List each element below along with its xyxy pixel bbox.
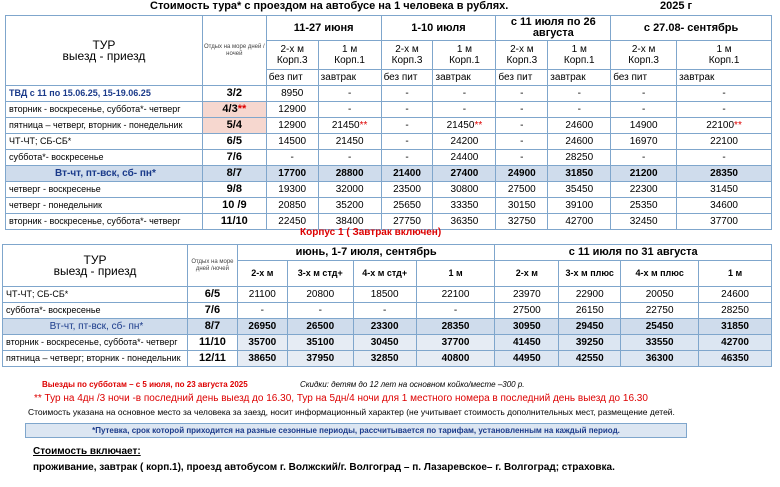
price-cell: - [266, 150, 318, 166]
price-cell: 20800 [287, 287, 353, 303]
tour-dates-label: четверг - понедельник [6, 198, 203, 214]
table-row [3, 351, 772, 367]
room-type-header: 2-х м [237, 261, 287, 287]
price-cell: 24600 [699, 287, 772, 303]
price-cell: 28250 [699, 303, 772, 319]
price-cell: 35200 [318, 198, 381, 214]
table-row [3, 287, 772, 303]
page-title: Стоимость тура* с проездом на автобусе на 1 человека в рублях. [150, 0, 509, 12]
putevka-note: *Путевка, срок которой приходится на разные сезонные периоды, рассчитывается по тарифам, установленным на каждый период. [25, 423, 687, 438]
nights-cell: 6/5 [202, 134, 266, 150]
price-cell: 39250 [559, 335, 621, 351]
period-header: 11-27 июня [266, 16, 381, 41]
tour-header: ТУР выезд - приезд [6, 16, 203, 86]
tour-dates-label: суббота*- воскресенье [6, 150, 203, 166]
price-cell: 23500 [381, 182, 433, 198]
tour-dates-label: пятница – четверг, вторник - понедельник [6, 118, 203, 134]
price-cell: 27500 [495, 303, 559, 319]
price-cell: 42550 [559, 351, 621, 367]
meal-header: завтрак [433, 70, 496, 86]
price-cell: 14500 [266, 134, 318, 150]
table-row [6, 118, 772, 134]
room-type-header: 2-х м Корп.3 [266, 41, 318, 70]
price-cell: 17700 [266, 166, 318, 182]
price-cell: 31850 [548, 166, 611, 182]
tour-dates-label: ТВД с 11 по 15.06.25, 15-19.06.25 [6, 86, 203, 102]
price-cell: - [496, 118, 548, 134]
tour-dates-label: пятница – четверг; вторник - понедельник [3, 351, 188, 367]
price-cell: 42700 [699, 335, 772, 351]
table-row [6, 182, 772, 198]
price-cell: 28250 [548, 150, 611, 166]
price-cell: 31850 [699, 319, 772, 335]
period-header: с 11 июля по 31 августа [495, 245, 772, 261]
room-type-header: 1 м Корп.1 [677, 41, 772, 70]
price-cell: 37700 [677, 214, 772, 230]
includes-text: проживание, завтрак ( корп.1), проезд автобусом г. Волжский/г. Волгоград – п. Лазаревское– г. Волгоград; страховка. [33, 462, 615, 473]
period-header: 1-10 июля [381, 16, 496, 41]
meal-header: без пит [611, 70, 677, 86]
room-type-header: 1 м Корп.1 [318, 41, 381, 70]
price-cell: 36300 [621, 351, 699, 367]
price-cell: - [381, 86, 433, 102]
kids-discount-note: Скидки: детям до 12 лет на основном койко/месте –300 р. [300, 380, 525, 389]
price-cell: - [318, 102, 381, 118]
price-cell: 19300 [266, 182, 318, 198]
tour-dates-label: вторник - воскресенье, суббота*- четверг [3, 335, 188, 351]
price-cell: - [496, 150, 548, 166]
price-cell: - [318, 150, 381, 166]
meal-header: завтрак [548, 70, 611, 86]
price-cell: 33350 [433, 198, 496, 214]
price-cell: 28800 [318, 166, 381, 182]
table-row [3, 319, 772, 335]
price-cell: 23970 [495, 287, 559, 303]
tour-dates-label: вторник - воскресенье, суббота*- четверг [6, 214, 203, 230]
room-type-header: 1 м Корп.1 [433, 41, 496, 70]
price-cell: 41450 [495, 335, 559, 351]
room-type-header: 3-х м плюс [559, 261, 621, 287]
price-cell: 21200 [611, 166, 677, 182]
price-cell: 46350 [699, 351, 772, 367]
table-row [6, 150, 772, 166]
price-cell: 12900 [266, 102, 318, 118]
room-type-header: 2-х м [495, 261, 559, 287]
price-cell: 24600 [548, 134, 611, 150]
price-cell: 21100 [237, 287, 287, 303]
nights-cell: 4/3** [202, 102, 266, 118]
double-asterisk-mark: ** [237, 103, 247, 115]
price-cell: - [496, 86, 548, 102]
double-asterisk-mark: ** [734, 120, 742, 131]
meal-header: завтрак [318, 70, 381, 86]
price-cell: 22750 [621, 303, 699, 319]
tour-dates-label: вторник - воскресенье, суббота*- четверг [6, 102, 203, 118]
rest-header: Отдых на море дней /ночей [187, 245, 237, 287]
price-cell: 30950 [495, 319, 559, 335]
price-cell: 8950 [266, 86, 318, 102]
price-cell: 31450 [677, 182, 772, 198]
price-cell: 38400 [318, 214, 381, 230]
rest-header: Отдых на море дней /ночей [202, 16, 266, 86]
period-header: июнь, 1-7 июля, сентябрь [237, 245, 495, 261]
price-cell: - [381, 134, 433, 150]
price-cell: 22100 [677, 134, 772, 150]
nights-cell: 11/10 [187, 335, 237, 351]
period-header: с 11 июля по 26 августа [496, 16, 611, 41]
saturday-note: Выезды по субботам – с 5 июля, по 23 августа 2025 [42, 380, 248, 389]
price-table-main [5, 15, 772, 230]
price-cell: 21450** [318, 118, 381, 134]
nights-cell: 9/8 [202, 182, 266, 198]
room-type-header: 1 м [699, 261, 772, 287]
nights-cell: 7/6 [202, 150, 266, 166]
table-row [6, 86, 772, 102]
price-cell: 12900 [266, 118, 318, 134]
tour-dates-label: ЧТ-ЧТ; СБ-СБ* [3, 287, 188, 303]
nights-cell: 8/7 [187, 319, 237, 335]
room-type-header: 2-х м Корп.3 [496, 41, 548, 70]
room-type-header: 3-х м стд+ [287, 261, 353, 287]
tour-dates-label: ЧТ-ЧТ; СБ-СБ* [6, 134, 203, 150]
price-cell: - [318, 86, 381, 102]
tour-dates-label: четверг - воскресенье [6, 182, 203, 198]
price-cell: 21400 [381, 166, 433, 182]
nights-cell: 11/10 [202, 214, 266, 230]
price-cell: 28350 [416, 319, 495, 335]
price-cell: 37700 [416, 335, 495, 351]
price-cell: 24200 [433, 134, 496, 150]
price-cell: 27400 [433, 166, 496, 182]
price-cell: 35100 [287, 335, 353, 351]
price-cell: 23300 [353, 319, 416, 335]
price-cell: - [611, 102, 677, 118]
nights-cell: 12/11 [187, 351, 237, 367]
table-row [6, 198, 772, 214]
price-cell: 30800 [433, 182, 496, 198]
price-cell: - [287, 303, 353, 319]
price-cell: - [496, 102, 548, 118]
price-cell: 22300 [611, 182, 677, 198]
price-cell: - [611, 86, 677, 102]
room-type-header: 2-х м Корп.3 [611, 41, 677, 70]
double-asterisk-mark: ** [474, 120, 483, 131]
price-cell: - [381, 150, 433, 166]
price-cell: 30150 [496, 198, 548, 214]
room-type-header: 4-х м плюс [621, 261, 699, 287]
price-cell: 26950 [237, 319, 287, 335]
price-cell: 26500 [287, 319, 353, 335]
price-cell: - [381, 102, 433, 118]
table-row [3, 335, 772, 351]
price-cell: 24600 [548, 118, 611, 134]
table-row [6, 102, 772, 118]
room-type-header: 1 м [416, 261, 495, 287]
meal-header: без пит [266, 70, 318, 86]
price-cell: 38650 [237, 351, 287, 367]
price-cell: - [353, 303, 416, 319]
nights-cell: 6/5 [187, 287, 237, 303]
nights-cell: 7/6 [187, 303, 237, 319]
price-cell: 14900 [611, 118, 677, 134]
price-cell: 27500 [496, 182, 548, 198]
price-cell: 29450 [559, 319, 621, 335]
price-cell: 42700 [548, 214, 611, 230]
price-cell: - [381, 118, 433, 134]
price-cell: 28350 [677, 166, 772, 182]
price-cell: - [433, 86, 496, 102]
meal-header: завтрак [677, 70, 772, 86]
price-cell: 33550 [621, 335, 699, 351]
table-row [6, 134, 772, 150]
price-cell: 39100 [548, 198, 611, 214]
tour-dates-label: Вт-чт, пт-вск, сб- пн* [3, 319, 188, 335]
price-cell: 25650 [381, 198, 433, 214]
price-cell: 24900 [496, 166, 548, 182]
table-row [6, 166, 772, 182]
price-cell: - [677, 86, 772, 102]
tour-duration-note: ** Тур на 4дн /3 ночи -в последний день выезд до 16.30, Тур на 5дн/4 ночи для 1 местного номера в последний день выезд до 16.30 [34, 393, 648, 404]
price-cell: 32000 [318, 182, 381, 198]
meal-header: без пит [381, 70, 433, 86]
tour-header: ТУР выезд - приезд [3, 245, 188, 287]
price-cell: 44950 [495, 351, 559, 367]
price-cell: 25450 [621, 319, 699, 335]
room-type-header: 2-х м Корп.3 [381, 41, 433, 70]
price-cell: 21450 [318, 134, 381, 150]
includes-title: Стоимость включает: [33, 446, 141, 457]
nights-cell: 10 /9 [202, 198, 266, 214]
price-cell: 30450 [353, 335, 416, 351]
meal-header: без пит [496, 70, 548, 86]
price-cell: 32450 [611, 214, 677, 230]
price-cell: 21450** [433, 118, 496, 134]
price-cell: 40800 [416, 351, 495, 367]
table-row [3, 303, 772, 319]
price-cell: - [677, 150, 772, 166]
price-cell: 16970 [611, 134, 677, 150]
price-cell: 35450 [548, 182, 611, 198]
price-table-korpus1 [2, 244, 772, 367]
price-cell: 36350 [433, 214, 496, 230]
nights-cell: 3/2 [202, 86, 266, 102]
price-cell: 32850 [353, 351, 416, 367]
price-cell: 22100** [677, 118, 772, 134]
tour-dates-label: суббота*- воскресенье [3, 303, 188, 319]
price-cell: - [548, 102, 611, 118]
price-cell: 22900 [559, 287, 621, 303]
tour-dates-label: Вт-чт, пт-вск, сб- пн* [6, 166, 203, 182]
price-cell: - [677, 102, 772, 118]
price-cell: 35700 [237, 335, 287, 351]
price-cell: - [237, 303, 287, 319]
korpus-note: Корпус 1 ( Завтрак включен) [300, 227, 442, 238]
price-cell: 22100 [416, 287, 495, 303]
price-cell: 27750 [381, 214, 433, 230]
price-cell: 18500 [353, 287, 416, 303]
price-cell: 20050 [621, 287, 699, 303]
price-cell: 22450 [266, 214, 318, 230]
period-header: с 27.08- сентябрь [611, 16, 772, 41]
nights-cell: 5/4 [202, 118, 266, 134]
price-cell: - [416, 303, 495, 319]
nights-cell: 8/7 [202, 166, 266, 182]
double-asterisk-mark: ** [359, 120, 368, 131]
price-cell: 20850 [266, 198, 318, 214]
price-cell: 32750 [496, 214, 548, 230]
price-cell: 25350 [611, 198, 677, 214]
room-type-header: 4-х м стд+ [353, 261, 416, 287]
price-cell: 26150 [559, 303, 621, 319]
year-label: 2025 г [660, 0, 693, 12]
price-cell: 37950 [287, 351, 353, 367]
price-cell: 34600 [677, 198, 772, 214]
price-cell: - [496, 134, 548, 150]
price-cell: - [433, 102, 496, 118]
price-info-note: Стоимость указана на основное место за человека за заезд, носит информационный характер (не учитывает стоимость дополнительных мест, размещение детей. [28, 407, 675, 417]
room-type-header: 1 м Корп.1 [548, 41, 611, 70]
price-cell: 24400 [433, 150, 496, 166]
price-cell: - [611, 150, 677, 166]
price-cell: - [548, 86, 611, 102]
